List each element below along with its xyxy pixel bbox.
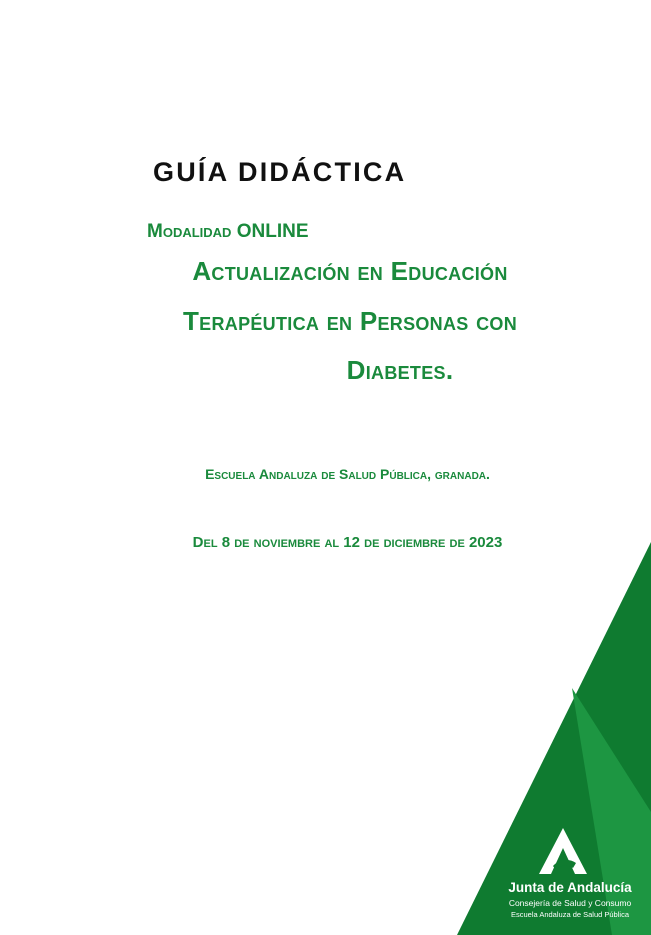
course-dates: Del 8 de noviembre al 12 de diciembre de 2023 xyxy=(192,534,503,551)
course-title-line-1: Actualización en Educación xyxy=(192,256,508,286)
course-title-line-3: Diabetes. xyxy=(346,355,454,385)
course-title-line-2: Terapéutica en Personas con xyxy=(182,306,518,336)
brand-department: Consejería de Salud y Consumo xyxy=(508,898,632,908)
document-title: GUÍA DIDÁCTICA xyxy=(153,157,407,187)
junta-andalucia-logo-icon xyxy=(535,826,591,876)
brand-organization: Junta de Andalucía xyxy=(508,880,632,895)
modality-label: Modalidad ONLINE xyxy=(147,221,309,242)
brand-school: Escuela Andaluza de Salud Pública xyxy=(510,910,629,919)
institution-line: Escuela Andaluza de Salud Pública, granada. xyxy=(205,466,490,482)
